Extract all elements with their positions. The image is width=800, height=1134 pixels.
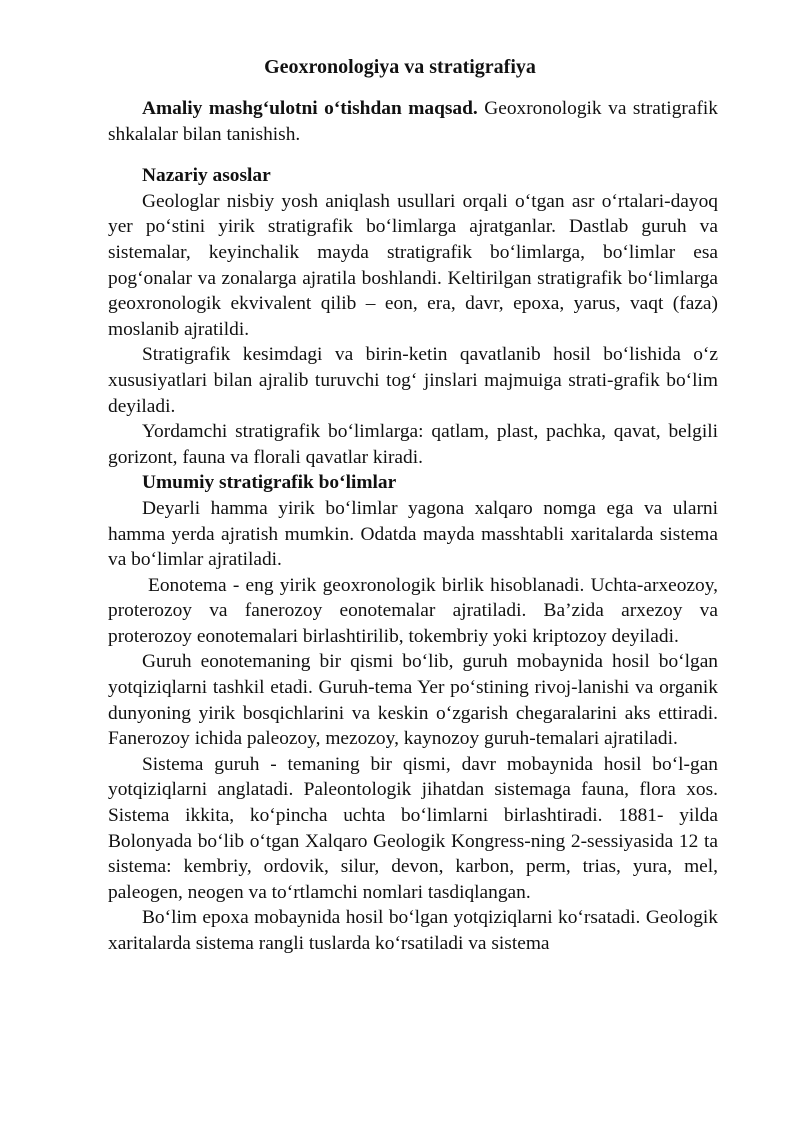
aim-label: Amaliy mashg‘ulotni o‘tishdan maqsad. [142,98,478,119]
paragraph: Deyarli hamma yirik bo‘limlar yagona xalqaro nomga ega va ularni hamma yerda ajratish mumkin. Odatda mayda masshtabli xaritalarda sistema va bo‘limlar ajratiladi. [108,497,718,571]
paragraph: Stratigrafik kesimdagi va birin-ketin qavatlanib hosil bo‘lishida o‘z xususiyatlari bilan ajralib turuvchi tog‘ jinslari majmuiga strati-grafik bo‘lim deyiladi. [108,344,718,417]
aim-text: Geoxronologik va stratigrafik shkalalar bilan tanishish. [108,98,718,145]
paragraph: Eonotema - eng yirik geoxronologik birlik hisoblanadi. Uchta-arxeozoy, proterozoy va fanerozoy eonotemalar ajratiladi. Ba’zida arxezoy va proterozoy eonotemalari birlashtirilib, tokembriy yoki kriptozoy deyiladi. [108,574,718,647]
paragraph: Yordamchi stratigrafik bo‘limlarga: qatlam, plast, pachka, qavat, belgili gorizont, fauna va florali qavatlar kiradi. [108,421,718,468]
section-heading-theory: Nazariy asoslar [142,165,271,187]
page-title: Geoxronologiya va stratigrafiya [264,56,536,78]
paragraph: Guruh eonotemaning bir qismi bo‘lib, guruh mobaynida hosil bo‘lgan yotqiziqlarni tashkil etadi. Guruh-tema Yer po‘stining rivoj-lanishi va organik dunyoning yirik bosqichlarini va keskin o‘zgarish chegaralarini aks ettiradi. Fanerozoy ichida paleozoy, mezozoy, kaynozoy guruh-temalari ajratiladi. [108,651,718,750]
paragraph: Geologlar nisbiy yosh aniqlash usullari orqali o‘tgan asr o‘rtalari-dayoq yer po‘stini yirik stratigrafik bo‘limlarga ajratganlar. Dastlab guruh va sistemalar, keyinchalik mayda stratigrafik bo‘limlarga, bo‘limlar esa pog‘onalar va zonalarga ajratila boshlandi. Keltirilgan stratigrafik bo‘limlarga geoxronologik ekvivalent qilib – eon, era, davr, epoxa, yarus, vaqt (faza) moslanib ajratildi. [108,190,718,340]
paragraph: Bo‘lim epoxa mobaynida hosil bo‘lgan yotqiziqlarni ko‘rsatadi. Geologik xaritalarda sistema rangli tuslarda ko‘rsatiladi va sistema [108,907,718,954]
section-heading-stratigraphic-units: Umumiy stratigrafik bo‘limlar [142,472,397,494]
aim-paragraph [108,96,718,147]
paragraph: Sistema guruh - temaning bir qismi, davr mobaynida hosil bo‘l-gan yotqiziqlarni anglatadi. Paleontologik jihatdan sistemaga fauna, flora xos. Sistema ikkita, ko‘pincha uchta bo‘limlarni birlashtiradi. 1881- yilda Bolonyada bo‘lib o‘tgan Xalqaro Geologik Kongress-ning 2-sessiyasida 12 ta sistema: kembriy, ordovik, silur, devon, karbon, perm, trias, yura, mel, paleogen, neogen va to‘rtlamchi nomlari tasdiqlangan. [108,753,718,903]
document-body [108,96,718,957]
